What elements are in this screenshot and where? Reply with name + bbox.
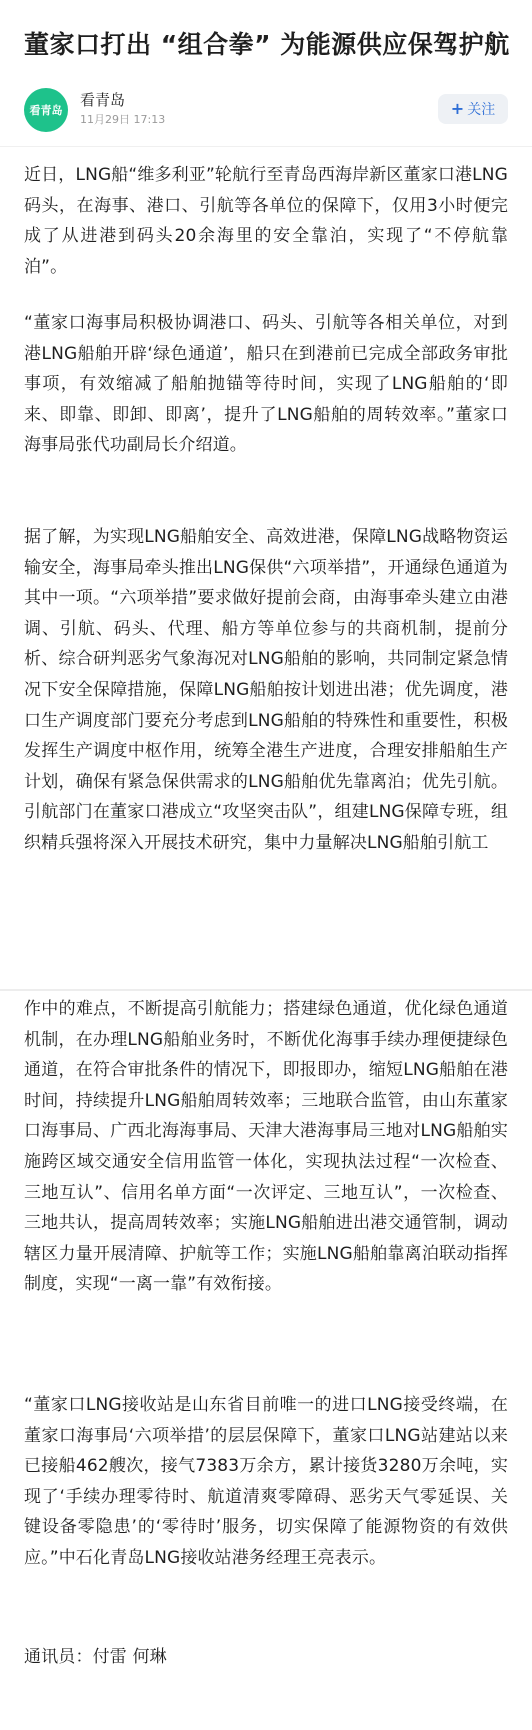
paragraph-1: 近日，LNG船“维多利亚”轮航行至青岛西海岸新区董家口港LNG码头，在海事、港口、引航等各单位的保障下，仅用3小时便完成了从进港到码头20余海里的安全靠泊，实现了“不停航靠泊”。	[24, 165, 508, 277]
paragraph-5: “董家口LNG接收站是山东省目前唯一的进口LNG接受终端，在董家口海事局‘六项举措’的层层保障下，董家口LNG站建站以来已接船462艘次，接气7383万余方，累计接货3280万余吨，实现了‘手续办理零待时、航道清爽零障碍、恶劣天气零延误、关键设备零隐患’的‘零待时’服务，切实保障了能源物资的有效供应。”中石化青岛LNG接收站港务经理王亮表示。	[24, 1395, 508, 1568]
follow-button[interactable]	[438, 94, 508, 124]
author-name[interactable]: 看青岛	[80, 91, 126, 109]
reporter-credit: 通讯员：付雷 何琳	[24, 1647, 167, 1667]
publish-date: 11月29日 17:13	[80, 113, 166, 126]
plus-icon: +	[450, 99, 465, 118]
avatar[interactable]	[24, 88, 68, 132]
follow-label: 关注	[467, 102, 496, 118]
screenshot-seam	[0, 989, 532, 991]
paragraph-4: 作中的难点，不断提高引航能力；搭建绿色通道，优化绿色通道机制，在办理LNG船舶业务时，不断优化海事手续办理便捷绿色通道，在符合审批条件的情况下，即报即办，缩短LNG船舶在港时间，持续提升LNG船舶周转效率；三地联合监管，由山东董家口海事局、广西北海海事局、天津大港海事局三地对LNG船舶实施跨区域交通安全信用监管一体化，实现执法过程“一次检查、三地互认”、信用名单方面“一次评定、三地互认”，一次检查、三地共认，提高周转效率；实施LNG船舶进出港交通管制，调动辖区力量开展清障、护航等工作；实施LNG船舶靠离泊联动指挥制度，实现“一离一靠”有效衔接。	[24, 999, 508, 1295]
header-divider	[0, 146, 532, 147]
avatar-text: 看青岛	[29, 104, 63, 117]
article-title: 董家口打出 “组合拳” 为能源供应保驾护航	[24, 30, 510, 59]
paragraph-2: “董家口海事局积极协调港口、码头、引航等各相关单位，对到港LNG船舶开辟‘绿色通道’，船只在到港前已完成全部政务审批事项，有效缩减了船舶抛锚等待时间，实现了LNG船舶的‘即来、即靠、即卸、即离’，提升了LNG船舶的周转效率。”董家口海事局张代功副局长介绍道。	[24, 313, 508, 456]
author-row	[24, 88, 508, 132]
paragraph-3: 据了解，为实现LNG船舶安全、高效进港，保障LNG战略物资运输安全，海事局牵头推出LNG保供“六项举措”，开通绿色通道为其中一项。“六项举措”要求做好提前会商，由海事牵头建立由港调、引航、码头、代理、船方等单位参与的共商机制，提前分析、综合研判恶劣气象海况对LNG船舶的影响，共同制定紧急情况下安全保障措施，保障LNG船舶按计划进出港；优先调度，港口生产调度部门要充分考虑到LNG船舶的特殊性和重要性，积极发挥生产调度中枢作用，统筹全港生产进度，合理安排船舶生产计划，确保有紧急保供需求的LNG船舶优先靠离泊；优先引航。引航部门在董家口港成立“攻坚突击队”，组建LNG保障专班，组织精兵强将深入开展技术研究，集中力量解决LNG船舶引航工	[24, 527, 508, 853]
